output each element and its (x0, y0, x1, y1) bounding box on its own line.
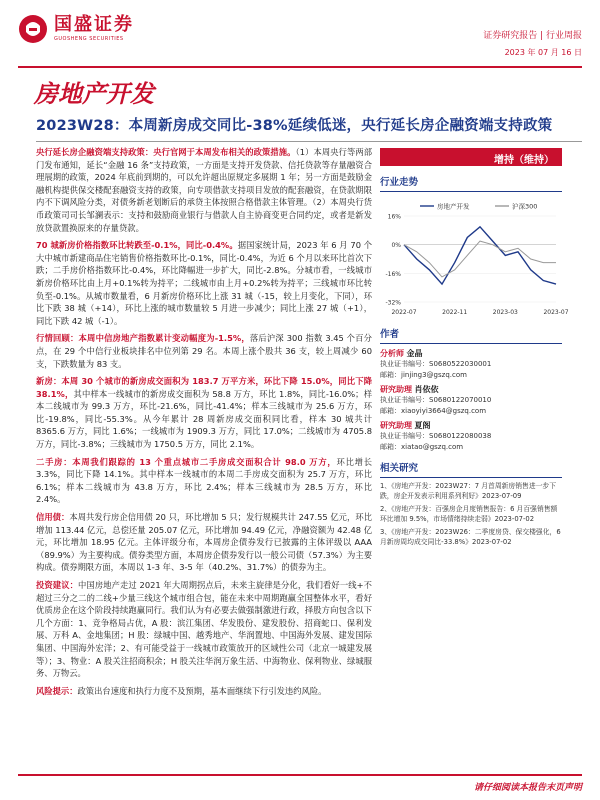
legend-label: 沪深300 (512, 202, 538, 211)
author-name: 金晶 (406, 349, 423, 358)
paragraph-text: 本周共发行房企信用债 20 只，环比增加 5 只；发行规模共计 247.55 亿元，环比增加 113.44 亿元，总偿还量 205.07 亿元，环比增加 94.49 亿元，净融资额为 42.48 亿元，环比增加 18.95 亿元。主体评级分布，本周房企债券发行已披露的主体评级以 AAA（89.9%）为主要构成。债券类型方面，本周房企债券发行以一般公司债（57.3%）为主要构成。债券期限方面，本周以 1-3 年、3-5 年（40.2%、31.7%）的债券为主。 (36, 512, 372, 573)
author-email[interactable]: 邮箱：xiaoyiyi3664@gszq.com (380, 406, 487, 415)
rating-badge: 增持（维持） (380, 148, 562, 166)
author-license: 执业证书编号：S0680122080038 (380, 432, 492, 440)
footer-divider (18, 774, 582, 776)
company-logo (18, 14, 134, 44)
paragraph-policy (36, 146, 372, 234)
industry-trend-chart (380, 198, 569, 318)
related-section-title: 相关研究 (380, 460, 562, 478)
y-tick-label: -32% (385, 299, 401, 307)
paragraph-market-review (36, 332, 372, 370)
author-name: 肖依依 (414, 385, 439, 394)
paragraph-price-index (36, 239, 372, 327)
x-tick-label: 2023-07 (543, 309, 569, 316)
footer-disclaimer: 请仔细阅读本报告末页声明 (473, 783, 582, 793)
x-tick-label: 2023-03 (492, 309, 518, 316)
paragraph-text: 环比增长 3.3%，同比下降 14.1%。其中样本一线城市的本周二手房成交面积为 25.7 万方，环比 6.1%；样本二线城市为 43.8 万方，环比 2.4%；样本三线城市为 28.5 万方，环比 2.4%。 (36, 456, 372, 505)
author-role: 分析师 (380, 349, 404, 358)
report-body (36, 146, 372, 702)
y-tick-label: 0% (391, 242, 401, 250)
x-tick-label: 2022-07 (391, 309, 417, 316)
related-item[interactable]: 3、《房地产开发：2023W26：二季度房贷、保交楼强化，6 月新房周均成交同比-33.8%》2023-07-02 (380, 528, 561, 546)
author-block (380, 384, 562, 416)
x-tick-label: 2022-11 (442, 309, 468, 316)
sidebar (380, 148, 569, 551)
logo-chinese-name: 国盛证券 (54, 14, 134, 35)
guosheng-logo-icon (18, 14, 48, 44)
report-title: 2023W28：本周新房成交同比-38%延续低迷，央行延长房企融资端支持政策 (36, 118, 553, 134)
paragraph-text: 中国房地产走过 2021 年大周期拐点后，未来主旋律是分化，我们看好一线+不超过三分之二的二线+少量三线这个城市组合包，能在未来中周期跑赢全国整体水平，看好优质房企在这个阶段持续跑赢同行。我们认为有必要去做强制激进行政，择股方向包含以下几个方面：1、竞争格局占优，A 股：滨江集团、华发股份、建发股份、招商蛇口、保利发展、万科 A、金地集团；H 股：绿城中国、越秀地产、华润置地、中国海外发展、建发国际集团、中国海外宏洋；2、有可能受益于一线城市政策放开的区域性公司（北京一城建发展等）；3、物业：A 股关注招商积余；H 股关注华润万象生活、中海物业、保利物业、绿城服务、万物云。 (36, 580, 372, 679)
author-email[interactable]: 邮箱：xiatao@gszq.com (380, 442, 464, 451)
paragraph-lead: 投资建议： (36, 580, 79, 590)
author-role: 研究助理 (380, 385, 412, 394)
paragraph-lead: 信用债： (36, 512, 70, 523)
author-block (380, 348, 562, 380)
paragraph-lead: 二手房：本周我们跟踪的 13 个重点城市二手房成交面积合计 98.0 万方， (36, 456, 337, 467)
paragraph-lead: 新房：本周 30 个城市的新房成交面积为 183.7 万平方米，环比下降 15.0%，同比下降 38.1%， (36, 376, 372, 399)
paragraph-new-homes (36, 375, 372, 451)
related-item[interactable]: 1、《房地产开发：2023W27：7 月首周新房销售进一步下跌，房企开发表示利用系列利好》2023-07-09 (380, 482, 557, 500)
report-date: 2023 年 07 月 16 日 (504, 48, 582, 57)
y-tick-label: 16% (387, 213, 401, 221)
paragraph-lead: 风险提示： (36, 685, 78, 696)
paragraph-text: 政策出台速度和执行力度不及预期，基本面继续下行引发违约风险。 (77, 685, 327, 696)
paragraph-second-hand (36, 456, 372, 506)
paragraph-lead: 70 城新房价格指数环比转跌至-0.1%，同比-0.4%。 (36, 240, 238, 251)
report-category: 证券研究报告 | 行业周报 (483, 31, 582, 41)
header-divider (18, 66, 582, 68)
paragraph-lead: 行情回顾：本周中信房地产指数累计变动幅度为-1.5%， (36, 333, 250, 344)
paragraph-text: （1）本周央行等两部门发布通知，延长“金融 16 条”支持政策，一方面是支持开发贷款、信托贷款等存量融资合理展期的政策，2024 年底前到期的，可以允许超出原规定多展期 1 年；另一方面是鼓励金融机构提供保交楼配套融资支持的政策，向专项借款支持项目发放的配套融资，在贷款期限内不下调风险分类，对债务新老划断后的承贷主体按照合格借款主体管理。（2）本周央行货币政策司司长邹澜表示：支持和鼓励商业银行与借款人自主协商变更合同约定，或者是新发放贷款置换原来的存量贷款。 (36, 147, 372, 233)
page-header (18, 14, 582, 57)
series-line (404, 227, 556, 284)
author-license: 执业证书编号：S0680122070010 (380, 396, 492, 404)
title-divider (36, 141, 582, 142)
trend-section-title: 行业走势 (380, 174, 562, 192)
paragraph-text: 其中样本一线城市的新房成交面积为 58.8 万方，环比 1.8%，同比-16.0%；样本二线城市为 99.3 万方，环比-21.6%，同比-41.4%；样本三线城市为 25.6 万方，环比-19.8%，同比-55.3%。从今年累计 28 周新房成交面积同比看，样本 30 城共计 8365.6 万方，同比 1.6%；一线城市为 1909.3 万方，同比 17.0%；二线城市为 4705.8 万方，同比-3.8%；三线城市为 1750.5 万方，同比 2.1%。 (36, 388, 372, 450)
paragraph-lead: 央行延长房企融资端支持政策：央行官网于本周发布相关的政策措施。 (36, 147, 296, 157)
paragraph-risk (36, 685, 372, 698)
y-tick-label: -16% (385, 270, 401, 278)
authors-section-title: 作者 (380, 326, 562, 344)
paragraph-credit-bonds (36, 511, 372, 574)
author-block (380, 420, 562, 452)
author-license: 执业证书编号：S0680522030001 (380, 360, 492, 368)
related-item[interactable]: 2、《房地产开发：百强房企月度销售报告：6 月百强销售额环比增加 9.5%，市场情绪持续走弱》2023-07-02 (380, 505, 558, 523)
paragraph-investment-advice (36, 579, 372, 680)
legend-label: 房地产开发 (437, 202, 470, 211)
paragraph-text: 据国家统计局，2023 年 6 月 70 个大中城市新建商品住宅销售价格指数环比-0.1%，同比-0.4%，为近 6 个月以来环比首次下跌；二手房价格指数环比-0.4%，环比降幅进一步扩大，同比-2.8%。分城市看，一线城市新房价格环比由上月+0.1%转为持平；二线城市由上月+0.2%转为持平；三线城市环比转负至-0.1%。从城市数量看，6 月新房价格环比上涨 31 城（-15，较上月变化，下同），环比下跌 38 城（+14），环比上涨的城市数量较 5 月进一步减少；同比上涨 27 城（+1），同比下跌 42 城（-1）。 (36, 240, 372, 326)
author-name: 夏阁 (414, 421, 431, 430)
paragraph-text: 落后沪深 300 指数 3.45 个百分点，在 29 个中信行业板块排名中位列第 29 名。本周上涨个股共 36 支，较上周减少 60 支，下跌数量为 83 支。 (36, 333, 372, 369)
sector-title: 房地产开发 (34, 80, 154, 108)
logo-english-name: GUOSHENG SECURITIES (54, 36, 124, 42)
related-research-list (380, 482, 562, 547)
author-email[interactable]: 邮箱：jinjing3@gszq.com (380, 370, 467, 379)
trend-chart-svg (380, 198, 569, 318)
author-role: 研究助理 (380, 421, 412, 430)
